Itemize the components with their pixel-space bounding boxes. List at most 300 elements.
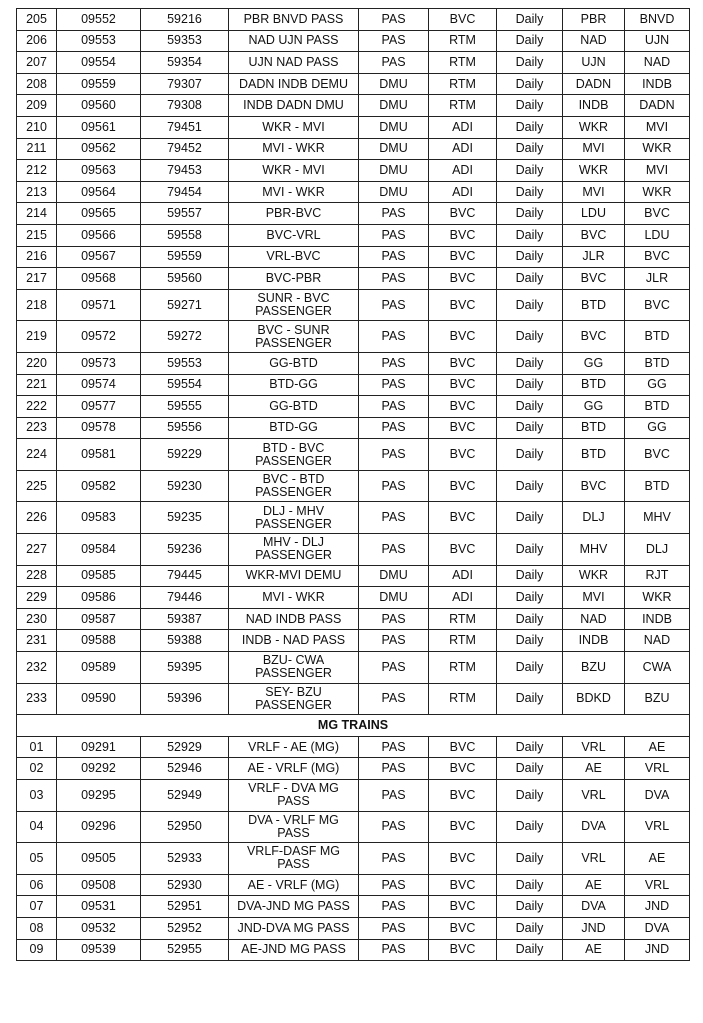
from-station-cell: BVC <box>563 470 625 502</box>
division-cell: BVC <box>429 780 497 812</box>
serial-no-cell: 232 <box>17 652 57 684</box>
train-name-cell: DVA-JND MG PASS <box>229 896 359 918</box>
new-train-no-cell: 09295 <box>57 780 141 812</box>
serial-no-cell: 225 <box>17 470 57 502</box>
train-name-cell: UJN NAD PASS <box>229 52 359 74</box>
division-cell: BVC <box>429 502 497 534</box>
table-row <box>17 352 690 374</box>
frequency-cell: Daily <box>497 587 563 609</box>
to-station-cell: AE <box>625 843 690 875</box>
old-train-no-cell: 79307 <box>141 73 229 95</box>
frequency-cell: Daily <box>497 224 563 246</box>
new-train-no-cell: 09552 <box>57 9 141 31</box>
frequency-cell: Daily <box>497 52 563 74</box>
train-schedule-table <box>16 8 690 961</box>
frequency-cell: Daily <box>497 246 563 268</box>
train-type-cell: PAS <box>359 534 429 566</box>
serial-no-cell: 224 <box>17 439 57 471</box>
old-train-no-cell: 59553 <box>141 352 229 374</box>
train-name-cell: INDB - NAD PASS <box>229 630 359 652</box>
to-station-cell: JLR <box>625 268 690 290</box>
to-station-cell: DADN <box>625 95 690 117</box>
frequency-cell: Daily <box>497 352 563 374</box>
old-train-no-cell: 59229 <box>141 439 229 471</box>
serial-no-cell: 08 <box>17 917 57 939</box>
train-type-cell: PAS <box>359 811 429 843</box>
section-header-row <box>17 715 690 737</box>
new-train-no-cell: 09292 <box>57 758 141 780</box>
train-type-cell: DMU <box>359 587 429 609</box>
serial-no-cell: 231 <box>17 630 57 652</box>
train-name-cell: NAD UJN PASS <box>229 30 359 52</box>
from-station-cell: DVA <box>563 896 625 918</box>
from-station-cell: BVC <box>563 321 625 353</box>
train-type-cell: PAS <box>359 224 429 246</box>
new-train-no-cell: 09567 <box>57 246 141 268</box>
new-train-no-cell: 09581 <box>57 439 141 471</box>
old-train-no-cell: 59560 <box>141 268 229 290</box>
table-row <box>17 587 690 609</box>
train-name-cell: PBR BNVD PASS <box>229 9 359 31</box>
frequency-cell: Daily <box>497 811 563 843</box>
table-row <box>17 181 690 203</box>
to-station-cell: MVI <box>625 160 690 182</box>
old-train-no-cell: 52946 <box>141 758 229 780</box>
from-station-cell: BTD <box>563 289 625 321</box>
frequency-cell: Daily <box>497 630 563 652</box>
old-train-no-cell: 59558 <box>141 224 229 246</box>
to-station-cell: DVA <box>625 917 690 939</box>
table-row <box>17 116 690 138</box>
new-train-no-cell: 09574 <box>57 374 141 396</box>
new-train-no-cell: 09532 <box>57 917 141 939</box>
old-train-no-cell: 79453 <box>141 160 229 182</box>
new-train-no-cell: 09583 <box>57 502 141 534</box>
frequency-cell: Daily <box>497 565 563 587</box>
division-cell: BVC <box>429 224 497 246</box>
from-station-cell: JND <box>563 917 625 939</box>
to-station-cell: BTD <box>625 470 690 502</box>
frequency-cell: Daily <box>497 534 563 566</box>
train-type-cell: DMU <box>359 160 429 182</box>
table-row <box>17 630 690 652</box>
train-type-cell: PAS <box>359 396 429 418</box>
table-row <box>17 52 690 74</box>
new-train-no-cell: 09568 <box>57 268 141 290</box>
to-station-cell: BVC <box>625 203 690 225</box>
from-station-cell: GG <box>563 352 625 374</box>
serial-no-cell: 09 <box>17 939 57 961</box>
to-station-cell: RJT <box>625 565 690 587</box>
new-train-no-cell: 09561 <box>57 116 141 138</box>
division-cell: BVC <box>429 874 497 896</box>
old-train-no-cell: 52952 <box>141 917 229 939</box>
serial-no-cell: 223 <box>17 417 57 439</box>
new-train-no-cell: 09562 <box>57 138 141 160</box>
train-type-cell: PAS <box>359 470 429 502</box>
train-type-cell: DMU <box>359 95 429 117</box>
from-station-cell: MVI <box>563 138 625 160</box>
from-station-cell: WKR <box>563 116 625 138</box>
train-name-cell: AE - VRLF (MG) <box>229 758 359 780</box>
new-train-no-cell: 09296 <box>57 811 141 843</box>
from-station-cell: INDB <box>563 630 625 652</box>
division-cell: ADI <box>429 565 497 587</box>
train-name-cell: DVA - VRLF MG PASS <box>229 811 359 843</box>
serial-no-cell: 228 <box>17 565 57 587</box>
from-station-cell: UJN <box>563 52 625 74</box>
table-row <box>17 417 690 439</box>
table-row <box>17 160 690 182</box>
from-station-cell: WKR <box>563 160 625 182</box>
table-row <box>17 652 690 684</box>
train-type-cell: PAS <box>359 289 429 321</box>
serial-no-cell: 219 <box>17 321 57 353</box>
to-station-cell: WKR <box>625 587 690 609</box>
division-cell: ADI <box>429 138 497 160</box>
to-station-cell: MHV <box>625 502 690 534</box>
train-name-cell: BVC-VRL <box>229 224 359 246</box>
serial-no-cell: 217 <box>17 268 57 290</box>
serial-no-cell: 222 <box>17 396 57 418</box>
new-train-no-cell: 09590 <box>57 683 141 715</box>
train-name-cell: MVI - WKR <box>229 587 359 609</box>
frequency-cell: Daily <box>497 160 563 182</box>
serial-no-cell: 03 <box>17 780 57 812</box>
old-train-no-cell: 59272 <box>141 321 229 353</box>
table-row <box>17 246 690 268</box>
train-type-cell: PAS <box>359 736 429 758</box>
train-schedule-sheet <box>16 8 690 961</box>
train-name-cell: GG-BTD <box>229 396 359 418</box>
from-station-cell: BTD <box>563 417 625 439</box>
division-cell: ADI <box>429 160 497 182</box>
train-type-cell: DMU <box>359 116 429 138</box>
table-row <box>17 683 690 715</box>
division-cell: ADI <box>429 181 497 203</box>
serial-no-cell: 207 <box>17 52 57 74</box>
from-station-cell: VRL <box>563 780 625 812</box>
old-train-no-cell: 52933 <box>141 843 229 875</box>
table-row <box>17 917 690 939</box>
division-cell: RTM <box>429 630 497 652</box>
train-name-cell: NAD INDB PASS <box>229 608 359 630</box>
to-station-cell: GG <box>625 374 690 396</box>
from-station-cell: BDKD <box>563 683 625 715</box>
table-row <box>17 95 690 117</box>
train-name-cell: VRLF - AE (MG) <box>229 736 359 758</box>
new-train-no-cell: 09571 <box>57 289 141 321</box>
serial-no-cell: 209 <box>17 95 57 117</box>
frequency-cell: Daily <box>497 502 563 534</box>
old-train-no-cell: 79451 <box>141 116 229 138</box>
from-station-cell: VRL <box>563 736 625 758</box>
frequency-cell: Daily <box>497 268 563 290</box>
division-cell: BVC <box>429 321 497 353</box>
old-train-no-cell: 52950 <box>141 811 229 843</box>
old-train-no-cell: 59396 <box>141 683 229 715</box>
frequency-cell: Daily <box>497 396 563 418</box>
new-train-no-cell: 09585 <box>57 565 141 587</box>
train-name-cell: BVC - BTD PASSENGER <box>229 470 359 502</box>
train-name-cell: BVC - SUNR PASSENGER <box>229 321 359 353</box>
frequency-cell: Daily <box>497 73 563 95</box>
division-cell: BVC <box>429 917 497 939</box>
serial-no-cell: 216 <box>17 246 57 268</box>
new-train-no-cell: 09589 <box>57 652 141 684</box>
from-station-cell: AE <box>563 874 625 896</box>
new-train-no-cell: 09505 <box>57 843 141 875</box>
serial-no-cell: 215 <box>17 224 57 246</box>
train-type-cell: PAS <box>359 9 429 31</box>
train-name-cell: MHV - DLJ PASSENGER <box>229 534 359 566</box>
to-station-cell: BVC <box>625 289 690 321</box>
division-cell: RTM <box>429 683 497 715</box>
section-title: MG TRAINS <box>17 715 690 737</box>
old-train-no-cell: 52955 <box>141 939 229 961</box>
frequency-cell: Daily <box>497 939 563 961</box>
new-train-no-cell: 09508 <box>57 874 141 896</box>
train-name-cell: WKR - MVI <box>229 160 359 182</box>
frequency-cell: Daily <box>497 608 563 630</box>
table-row <box>17 565 690 587</box>
division-cell: BVC <box>429 352 497 374</box>
division-cell: BVC <box>429 534 497 566</box>
new-train-no-cell: 09565 <box>57 203 141 225</box>
from-station-cell: GG <box>563 396 625 418</box>
from-station-cell: NAD <box>563 608 625 630</box>
new-train-no-cell: 09563 <box>57 160 141 182</box>
serial-no-cell: 214 <box>17 203 57 225</box>
train-name-cell: WKR - MVI <box>229 116 359 138</box>
from-station-cell: DADN <box>563 73 625 95</box>
old-train-no-cell: 59556 <box>141 417 229 439</box>
train-name-cell: BTD-GG <box>229 374 359 396</box>
from-station-cell: WKR <box>563 565 625 587</box>
train-name-cell: JND-DVA MG PASS <box>229 917 359 939</box>
train-name-cell: SEY- BZU PASSENGER <box>229 683 359 715</box>
train-name-cell: AE-JND MG PASS <box>229 939 359 961</box>
table-row <box>17 9 690 31</box>
train-type-cell: PAS <box>359 502 429 534</box>
new-train-no-cell: 09587 <box>57 608 141 630</box>
to-station-cell: VRL <box>625 811 690 843</box>
to-station-cell: BTD <box>625 352 690 374</box>
division-cell: BVC <box>429 843 497 875</box>
train-type-cell: DMU <box>359 181 429 203</box>
division-cell: RTM <box>429 52 497 74</box>
from-station-cell: MVI <box>563 587 625 609</box>
to-station-cell: DVA <box>625 780 690 812</box>
train-type-cell: PAS <box>359 417 429 439</box>
new-train-no-cell: 09554 <box>57 52 141 74</box>
from-station-cell: JLR <box>563 246 625 268</box>
to-station-cell: BTD <box>625 396 690 418</box>
old-train-no-cell: 59230 <box>141 470 229 502</box>
table-row <box>17 289 690 321</box>
division-cell: RTM <box>429 73 497 95</box>
serial-no-cell: 02 <box>17 758 57 780</box>
table-row <box>17 736 690 758</box>
old-train-no-cell: 59559 <box>141 246 229 268</box>
table-row <box>17 470 690 502</box>
table-row <box>17 203 690 225</box>
division-cell: RTM <box>429 608 497 630</box>
frequency-cell: Daily <box>497 683 563 715</box>
train-type-cell: PAS <box>359 843 429 875</box>
train-type-cell: PAS <box>359 652 429 684</box>
to-station-cell: AE <box>625 736 690 758</box>
table-row <box>17 502 690 534</box>
to-station-cell: CWA <box>625 652 690 684</box>
to-station-cell: INDB <box>625 608 690 630</box>
table-row <box>17 396 690 418</box>
to-station-cell: DLJ <box>625 534 690 566</box>
from-station-cell: BVC <box>563 268 625 290</box>
regular-trains-body <box>17 9 690 715</box>
new-train-no-cell: 09578 <box>57 417 141 439</box>
frequency-cell: Daily <box>497 843 563 875</box>
old-train-no-cell: 59557 <box>141 203 229 225</box>
new-train-no-cell: 09553 <box>57 30 141 52</box>
serial-no-cell: 229 <box>17 587 57 609</box>
to-station-cell: NAD <box>625 630 690 652</box>
train-type-cell: PAS <box>359 896 429 918</box>
to-station-cell: JND <box>625 896 690 918</box>
to-station-cell: LDU <box>625 224 690 246</box>
train-type-cell: PAS <box>359 874 429 896</box>
table-row <box>17 321 690 353</box>
to-station-cell: BTD <box>625 321 690 353</box>
old-train-no-cell: 79445 <box>141 565 229 587</box>
train-type-cell: PAS <box>359 608 429 630</box>
train-name-cell: BZU- CWA PASSENGER <box>229 652 359 684</box>
division-cell: RTM <box>429 95 497 117</box>
division-cell: BVC <box>429 811 497 843</box>
table-row <box>17 534 690 566</box>
to-station-cell: WKR <box>625 138 690 160</box>
table-row <box>17 73 690 95</box>
new-train-no-cell: 09582 <box>57 470 141 502</box>
train-type-cell: PAS <box>359 630 429 652</box>
old-train-no-cell: 59554 <box>141 374 229 396</box>
to-station-cell: WKR <box>625 181 690 203</box>
table-row <box>17 843 690 875</box>
new-train-no-cell: 09584 <box>57 534 141 566</box>
division-cell: BVC <box>429 896 497 918</box>
table-row <box>17 30 690 52</box>
frequency-cell: Daily <box>497 30 563 52</box>
from-station-cell: MHV <box>563 534 625 566</box>
from-station-cell: VRL <box>563 843 625 875</box>
table-row <box>17 874 690 896</box>
serial-no-cell: 226 <box>17 502 57 534</box>
mg-trains-body <box>17 736 690 960</box>
to-station-cell: BVC <box>625 439 690 471</box>
frequency-cell: Daily <box>497 470 563 502</box>
from-station-cell: DLJ <box>563 502 625 534</box>
to-station-cell: MVI <box>625 116 690 138</box>
serial-no-cell: 213 <box>17 181 57 203</box>
new-train-no-cell: 09577 <box>57 396 141 418</box>
from-station-cell: AE <box>563 939 625 961</box>
from-station-cell: BTD <box>563 374 625 396</box>
table-row <box>17 780 690 812</box>
train-name-cell: WKR-MVI DEMU <box>229 565 359 587</box>
new-train-no-cell: 09572 <box>57 321 141 353</box>
train-name-cell: VRL-BVC <box>229 246 359 268</box>
to-station-cell: JND <box>625 939 690 961</box>
serial-no-cell: 233 <box>17 683 57 715</box>
old-train-no-cell: 59236 <box>141 534 229 566</box>
train-name-cell: VRLF - DVA MG PASS <box>229 780 359 812</box>
new-train-no-cell: 09573 <box>57 352 141 374</box>
from-station-cell: NAD <box>563 30 625 52</box>
old-train-no-cell: 79308 <box>141 95 229 117</box>
frequency-cell: Daily <box>497 780 563 812</box>
serial-no-cell: 206 <box>17 30 57 52</box>
new-train-no-cell: 09564 <box>57 181 141 203</box>
train-type-cell: PAS <box>359 780 429 812</box>
division-cell: BVC <box>429 939 497 961</box>
serial-no-cell: 05 <box>17 843 57 875</box>
division-cell: BVC <box>429 758 497 780</box>
train-type-cell: PAS <box>359 321 429 353</box>
serial-no-cell: 212 <box>17 160 57 182</box>
frequency-cell: Daily <box>497 736 563 758</box>
serial-no-cell: 211 <box>17 138 57 160</box>
division-cell: BVC <box>429 374 497 396</box>
table-row <box>17 439 690 471</box>
serial-no-cell: 230 <box>17 608 57 630</box>
serial-no-cell: 205 <box>17 9 57 31</box>
frequency-cell: Daily <box>497 896 563 918</box>
old-train-no-cell: 59555 <box>141 396 229 418</box>
new-train-no-cell: 09588 <box>57 630 141 652</box>
division-cell: BVC <box>429 246 497 268</box>
old-train-no-cell: 79452 <box>141 138 229 160</box>
to-station-cell: VRL <box>625 874 690 896</box>
table-row <box>17 138 690 160</box>
train-name-cell: AE - VRLF (MG) <box>229 874 359 896</box>
table-row <box>17 896 690 918</box>
frequency-cell: Daily <box>497 758 563 780</box>
train-name-cell: BTD-GG <box>229 417 359 439</box>
from-station-cell: BTD <box>563 439 625 471</box>
division-cell: BVC <box>429 203 497 225</box>
frequency-cell: Daily <box>497 203 563 225</box>
train-name-cell: MVI - WKR <box>229 138 359 160</box>
old-train-no-cell: 59353 <box>141 30 229 52</box>
train-type-cell: PAS <box>359 374 429 396</box>
train-type-cell: PAS <box>359 683 429 715</box>
table-row <box>17 758 690 780</box>
to-station-cell: NAD <box>625 52 690 74</box>
train-name-cell: GG-BTD <box>229 352 359 374</box>
from-station-cell: MVI <box>563 181 625 203</box>
train-name-cell: BVC-PBR <box>229 268 359 290</box>
frequency-cell: Daily <box>497 652 563 684</box>
serial-no-cell: 227 <box>17 534 57 566</box>
to-station-cell: UJN <box>625 30 690 52</box>
from-station-cell: BZU <box>563 652 625 684</box>
division-cell: ADI <box>429 116 497 138</box>
division-cell: ADI <box>429 587 497 609</box>
table-row <box>17 268 690 290</box>
frequency-cell: Daily <box>497 95 563 117</box>
division-cell: BVC <box>429 417 497 439</box>
old-train-no-cell: 79446 <box>141 587 229 609</box>
